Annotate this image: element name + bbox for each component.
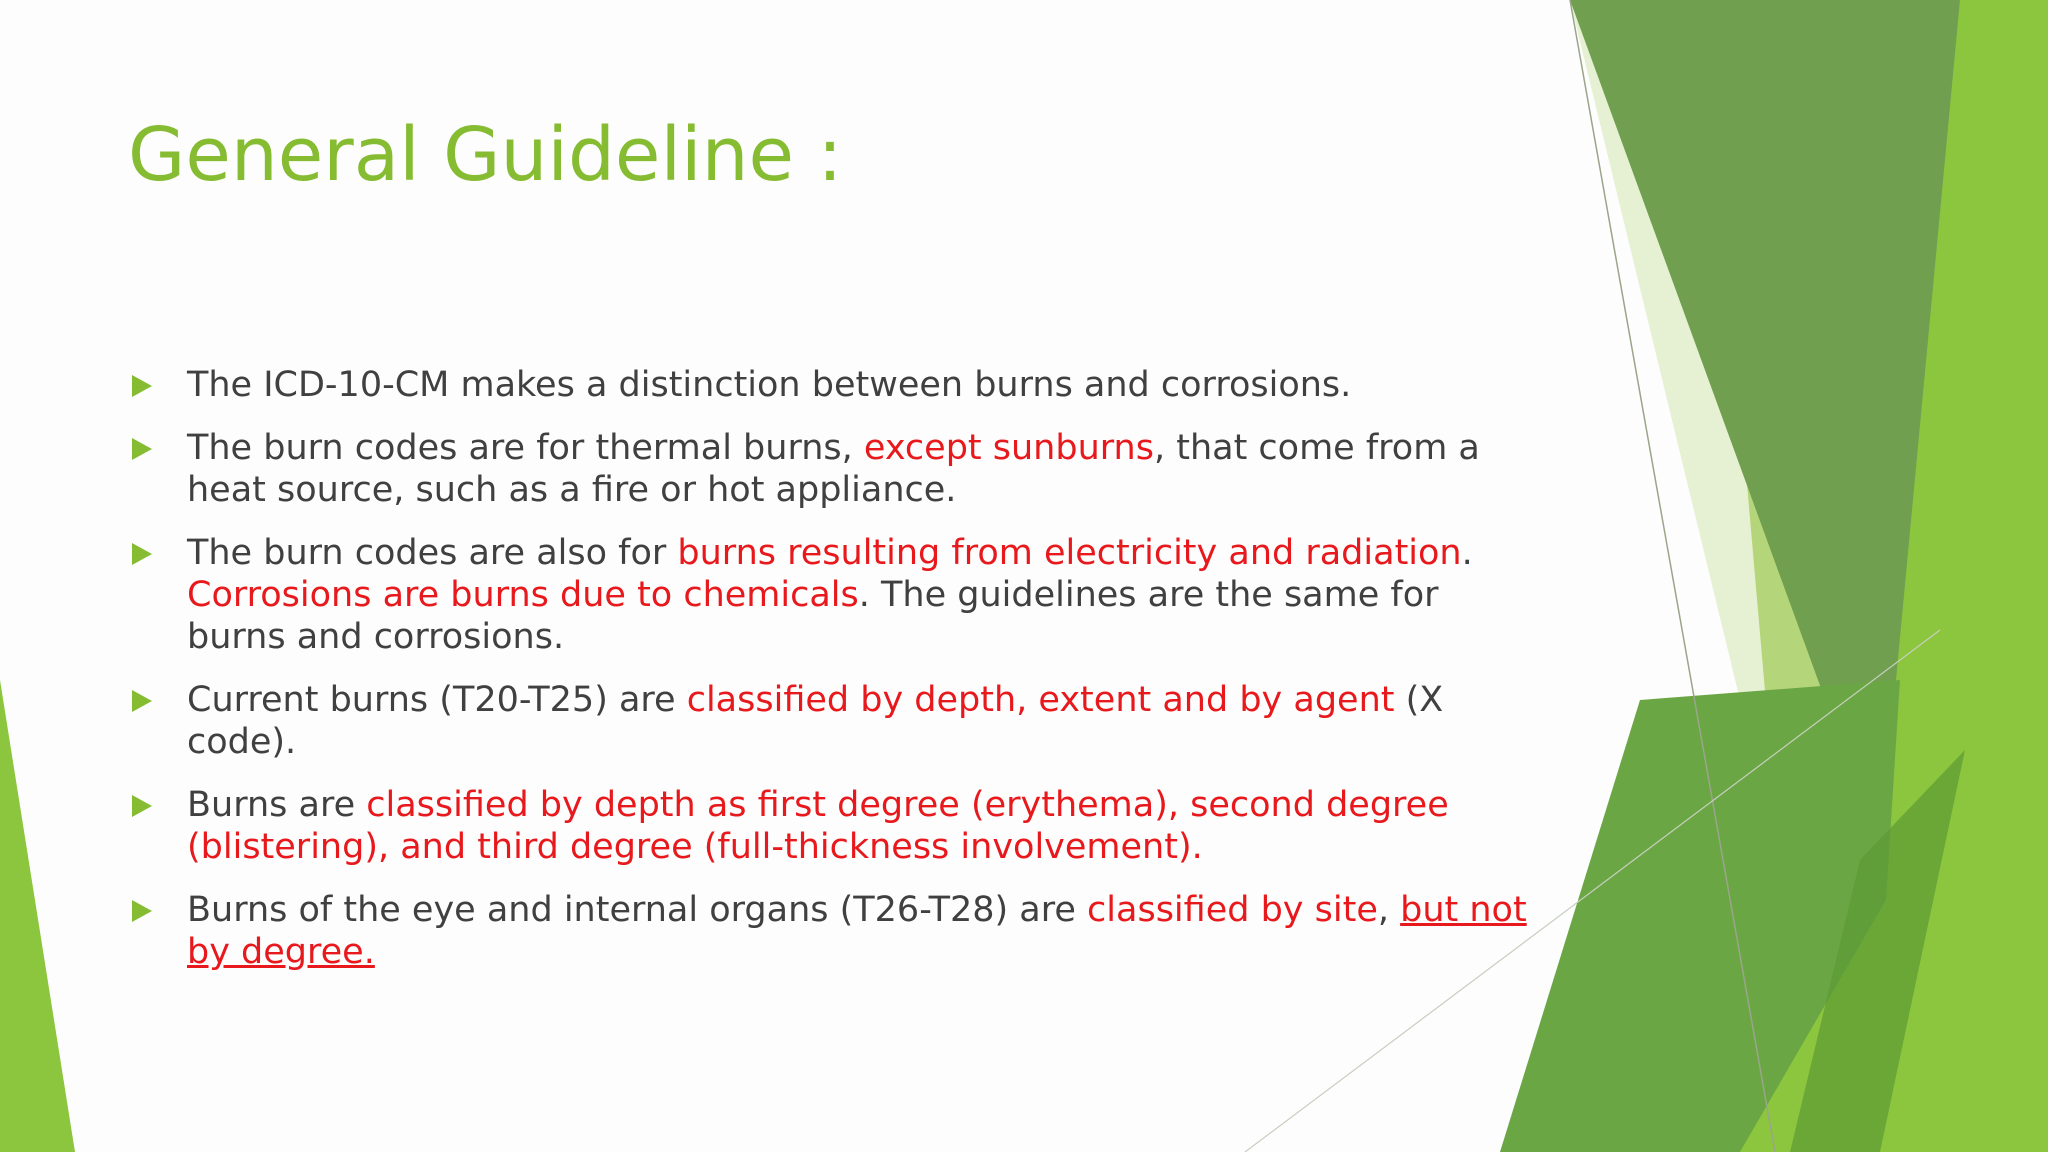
bullet-text-segment: The burn codes are also for [187, 533, 678, 573]
bullet-text-segment: but not by degree. [187, 890, 1527, 972]
triangle-right-icon [132, 690, 152, 712]
bullet-text-segment: classified by site [1087, 890, 1378, 930]
bullet-item [128, 679, 1528, 763]
slide-title: General Guideline : [128, 112, 843, 198]
triangle-right-icon [132, 543, 152, 565]
bullet-text-segment: , that come from a heat source, such as a fire or hot appliance. [187, 428, 1480, 510]
bullet-text-segment: , [1377, 890, 1401, 930]
bullet-text-segment: The burn codes are for thermal burns, [187, 428, 864, 468]
bullet-text-segment: classified by depth, extent and by agent [686, 680, 1395, 720]
bullet-text-segment: except sunburns [863, 428, 1154, 468]
bullet-item [128, 364, 1528, 406]
bullet-item [128, 784, 1528, 868]
bullet-text-segment: Corrosions are burns due to chemicals [187, 575, 859, 615]
bullet-item [128, 532, 1528, 658]
bullet-item [128, 889, 1528, 973]
bullet-text-segment: . [1461, 533, 1473, 573]
triangle-right-icon [132, 795, 152, 817]
triangle-right-icon [132, 375, 152, 397]
bullet-text-segment: . The guidelines are the same for burns and corrosions. [187, 575, 1439, 657]
bullet-text-segment: Current burns (T20-T25) are [187, 680, 687, 720]
bullet-item [128, 427, 1528, 511]
triangle-right-icon [132, 900, 152, 922]
triangle-right-icon [132, 438, 152, 460]
bullet-text-segment: The ICD-10-CM makes a distinction between burns and corrosions. [187, 365, 1352, 405]
bullet-text-segment: burns resulting from electricity and radiation [677, 533, 1462, 573]
bullet-text-segment: Burns are [187, 785, 367, 825]
bullet-text-segment: classified by depth as first degree (erythema), second degree (blistering), and third degree (full-thickness involvement). [187, 785, 1449, 867]
bullet-text-segment: Burns of the eye and internal organs (T26-T28) are [187, 890, 1088, 930]
bullet-list [128, 364, 1528, 994]
bullet-text-segment: (X code). [187, 680, 1444, 762]
